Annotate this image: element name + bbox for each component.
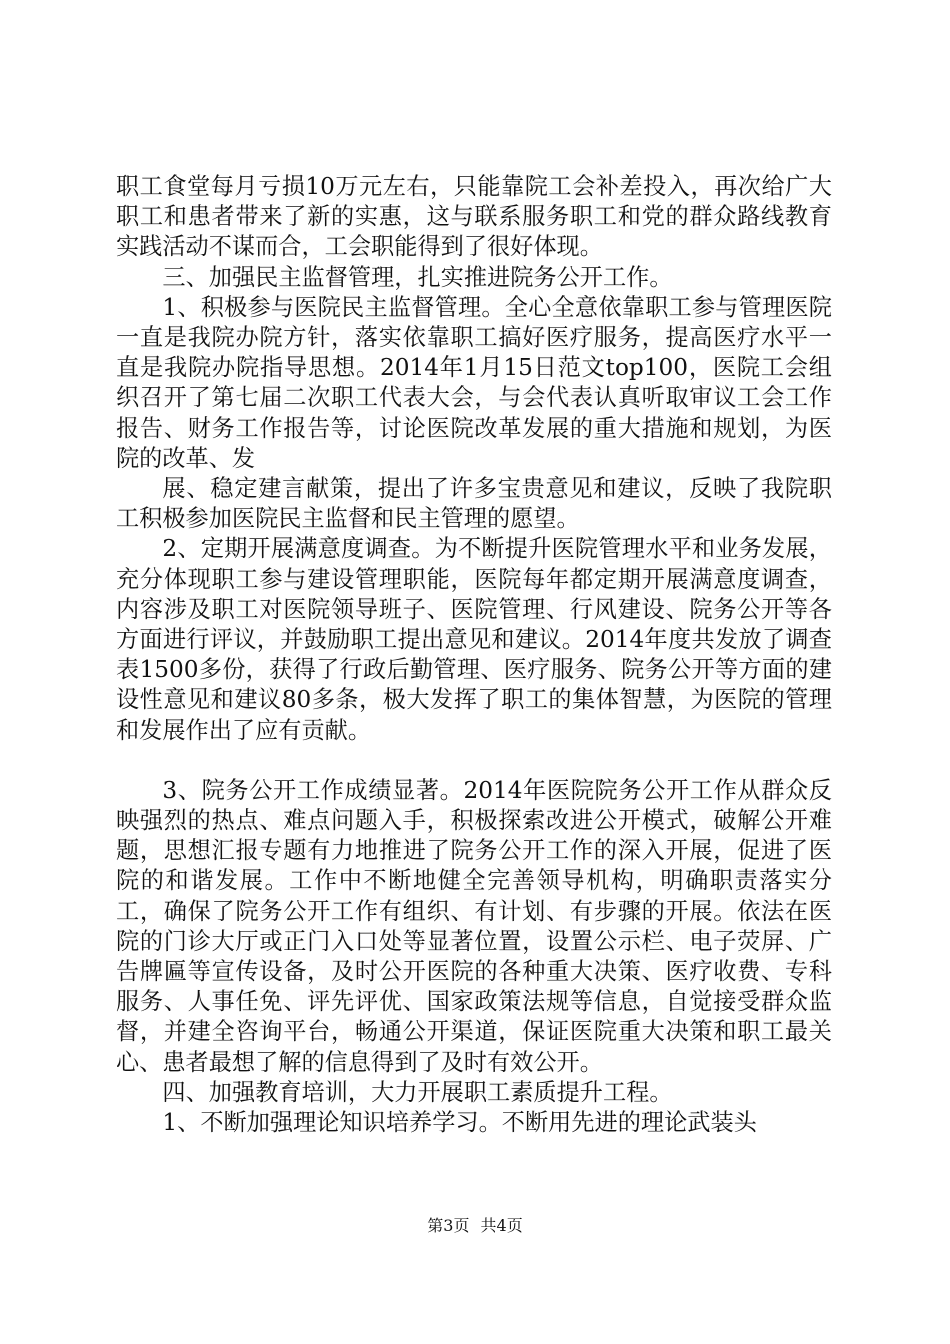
page-number: 第3页 [427, 1216, 470, 1235]
paragraph-item-1-continued: 展、稳定建言献策，提出了许多宝贵意见和建议，反映了我院职工积极参加医院民主监督和民主管理的愿望。 [116, 475, 832, 533]
page-footer [0, 1216, 950, 1236]
paragraph-gap [116, 746, 832, 776]
page-total: 共4页 [480, 1216, 523, 1235]
paragraph-item-3: 3、院务公开工作成绩显著。2014年医院院务公开工作从群众反映强烈的热点、难点问题入手，积极探索改进公开模式，破解公开难题，思想汇报专题有力地推进了院务公开工作的深入开展，促进了医院的和谐发展。工作中不断地健全完善领导机构，明确职责落实分工，确保了院务公开工作有组织、有计划、有步骤的开展。依法在医院的门诊大厅或正门入口处等显著位置，设置公示栏、电子荧屏、广告牌匾等宣传设备，及时公开医院的各种重大决策、医疗收费、专科服务、人事任免、评先评优、国家政策法规等信息，自觉接受群众监督，并建全咨询平台，畅通公开渠道，保证医院重大决策和职工最关心、患者最想了解的信息得到了及时有效公开。 [116, 776, 832, 1076]
paragraph-section-4-item-1: 1、不断加强理论知识培养学习。不断用先进的理论武装头 [162, 1109, 757, 1137]
heading-section-4: 四、加强教育培训，大力开展职工素质提升工程。 [162, 1078, 673, 1106]
document-body [116, 172, 832, 1138]
paragraph-item-2: 2、定期开展满意度调查。为不断提升医院管理水平和业务发展，充分体现职工参与建设管理职能，医院每年都定期开展满意度调查，内容涉及职工对医院领导班子、医院管理、行风建设、院务公开等各方面进行评议，并鼓励职工提出意见和建议。2014年度共发放了调查表1500多份，获得了行政后勤管理、医疗服务、院务公开等方面的建设性意见和建议80多条，极大发挥了职工的集体智慧，为医院的管理和发展作出了应有贡献。 [116, 535, 832, 744]
paragraph-item-1: 1、积极参与医院民主监督管理。全心全意依靠职工参与管理医院一直是我院办院方针，落实依靠职工搞好医疗服务，提高医疗水平一直是我院办院指导思想。2014年1月15日范文top100，医院工会组织召开了第七届二次职工代表大会，与会代表认真听取审议工会工作报告、财务工作报告等，讨论医院改革发展的重大措施和规划，为医院的改革、发 [116, 293, 832, 472]
heading-section-3: 三、加强民主监督管理，扎实推进院务公开工作。 [162, 263, 673, 291]
paragraph-canteen: 职工食堂每月亏损10万元左右，只能靠院工会补差投入，再次给广大职工和患者带来了新的实惠，这与联系服务职工和党的群众路线教育实践活动不谋而合，工会职能得到了很好体现。 [116, 173, 832, 261]
